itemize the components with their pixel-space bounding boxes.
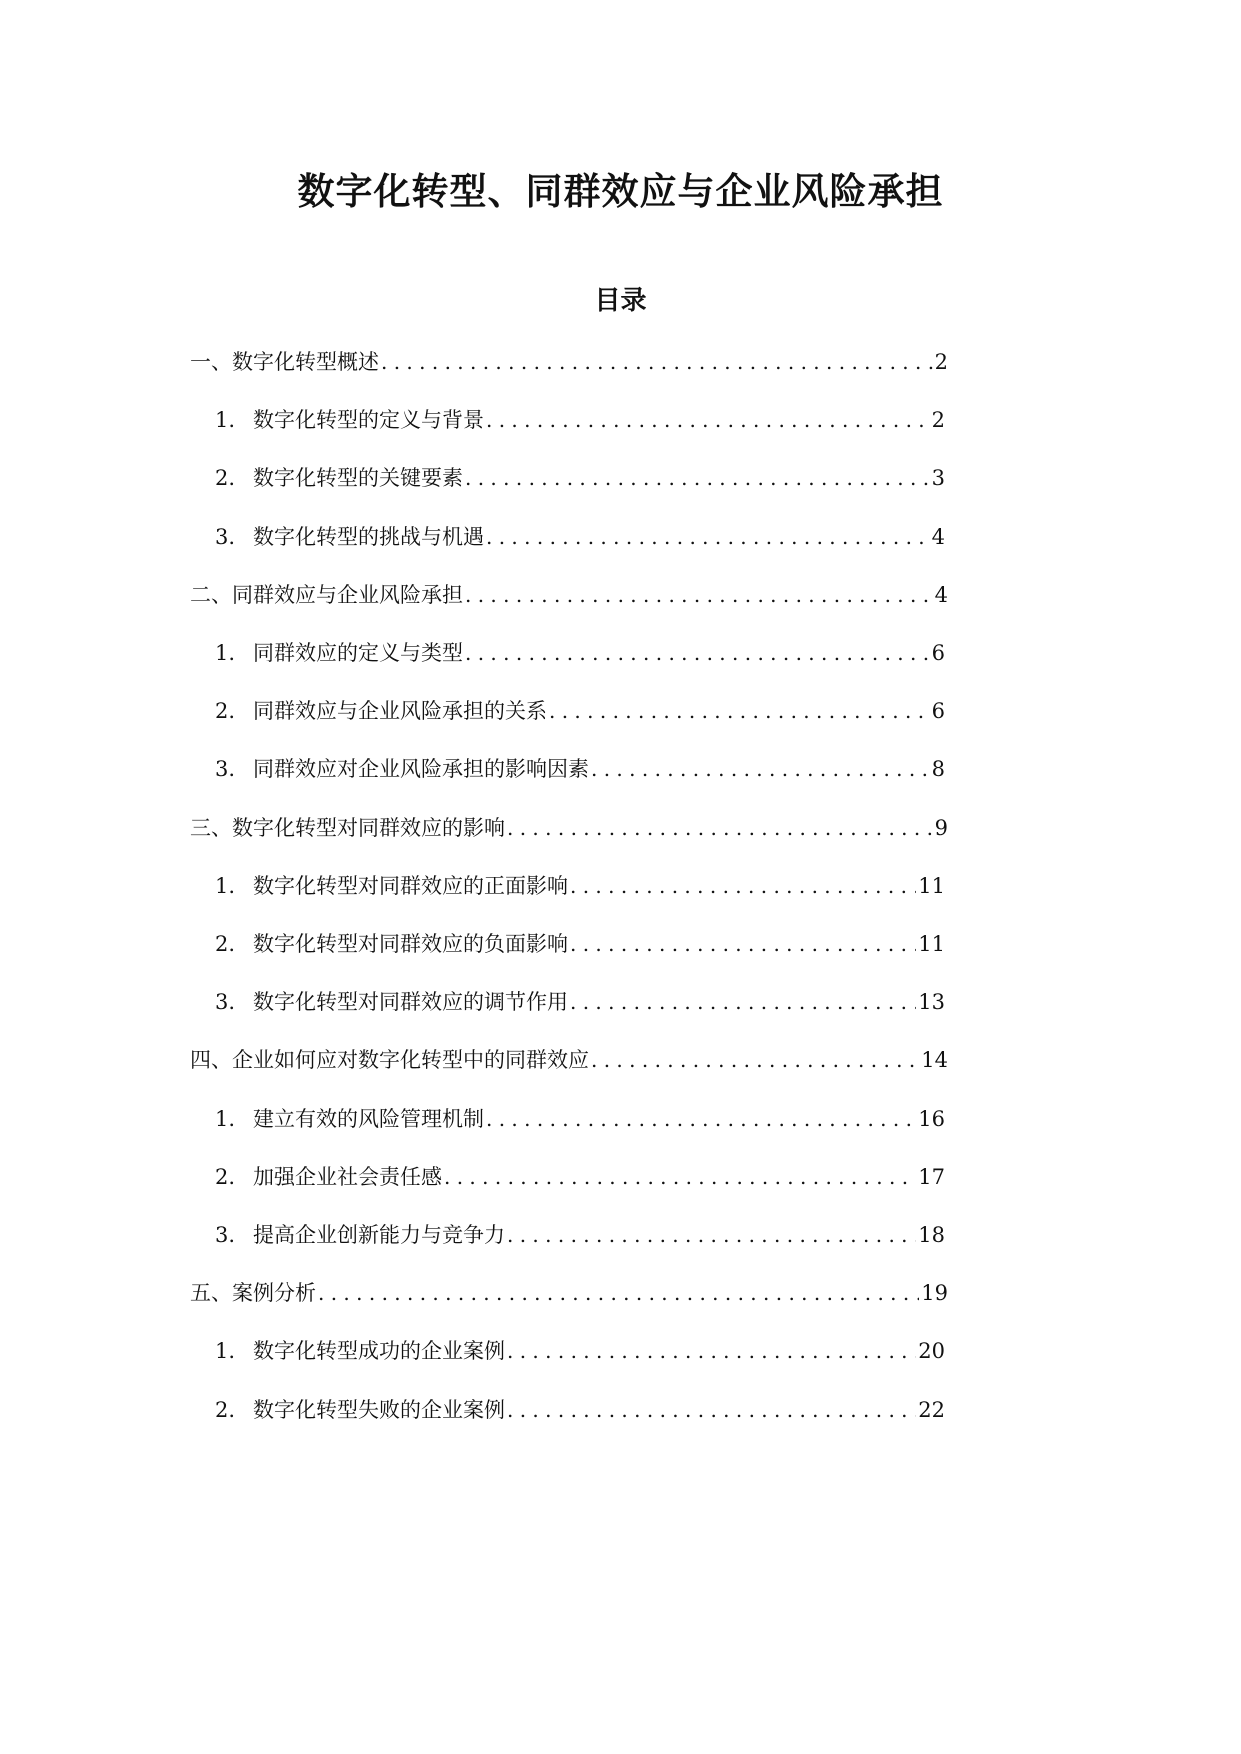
toc-entry-label: 数字化转型对同群效应的调节作用 <box>253 990 568 1014</box>
toc-dot-leader <box>568 987 916 1017</box>
toc-section-entry[interactable] <box>190 347 948 377</box>
toc-page-number: 18 <box>918 1223 945 1247</box>
toc-entry-label: 数字化转型成功的企业案例 <box>253 1339 505 1363</box>
toc-subsection-entry[interactable] <box>215 696 945 726</box>
toc-page-number: 13 <box>918 990 945 1014</box>
toc-page-number: 20 <box>918 1339 945 1363</box>
toc-entry-number: 2. <box>215 932 236 956</box>
toc-entry-number: 2. <box>215 1165 236 1189</box>
toc-subsection-entry[interactable] <box>215 754 945 784</box>
toc-subsection-entry[interactable] <box>215 871 945 901</box>
toc-entry-number: 1. <box>215 408 236 432</box>
toc-page-number: 4 <box>931 525 945 549</box>
toc-subsection-entry[interactable] <box>215 1336 945 1366</box>
toc-entry-label: 同群效应的定义与类型 <box>253 641 463 665</box>
toc-entry-label: 数字化转型对同群效应的正面影响 <box>253 874 568 898</box>
toc-dot-leader <box>568 929 916 959</box>
toc-entry-number: 3. <box>215 757 236 781</box>
toc-entry-number: 2. <box>215 466 236 490</box>
toc-entry-number: 2. <box>215 699 236 723</box>
toc-entry-number: 1. <box>215 1339 236 1363</box>
toc-subsection-entry[interactable] <box>215 1220 945 1250</box>
toc-dot-leader <box>568 871 916 901</box>
toc-subsection-entry[interactable] <box>215 463 945 493</box>
toc-entry-label: 四、企业如何应对数字化转型中的同群效应 <box>190 1048 589 1072</box>
toc-dot-leader <box>484 1104 916 1134</box>
toc-dot-leader <box>463 638 930 668</box>
toc-entry-label: 加强企业社会责任感 <box>253 1165 442 1189</box>
toc-entry-number: 3. <box>215 990 236 1014</box>
toc-subsection-entry[interactable] <box>215 405 945 435</box>
toc-entry-label: 数字化转型失败的企业案例 <box>253 1398 505 1422</box>
toc-dot-leader <box>547 696 930 726</box>
toc-dot-leader <box>589 1045 919 1075</box>
toc-page-number: 6 <box>931 699 945 723</box>
toc-entry-label: 五、案例分析 <box>190 1281 316 1305</box>
toc-section-entry[interactable] <box>190 1045 948 1075</box>
toc-entry-label: 三、数字化转型对同群效应的影响 <box>190 816 505 840</box>
toc-dot-leader <box>505 813 933 843</box>
toc-subsection-entry[interactable] <box>215 522 945 552</box>
toc-dot-leader <box>463 463 930 493</box>
toc-entry-label: 同群效应对企业风险承担的影响因素 <box>253 757 589 781</box>
toc-entry-number: 3. <box>215 1223 236 1247</box>
toc-dot-leader <box>505 1395 916 1425</box>
toc-page-number: 2 <box>931 408 945 432</box>
toc-entry-label: 一、数字化转型概述 <box>190 350 379 374</box>
toc-dot-leader <box>505 1220 916 1250</box>
toc-entry-number: 1. <box>215 641 236 665</box>
toc-dot-leader <box>484 522 930 552</box>
toc-subsection-entry[interactable] <box>215 987 945 1017</box>
toc-section-entry[interactable] <box>190 813 948 843</box>
toc-dot-leader <box>379 347 933 377</box>
toc-page-number: 3 <box>931 466 945 490</box>
toc-dot-leader <box>442 1162 916 1192</box>
toc-entry-label: 数字化转型的定义与背景 <box>253 408 484 432</box>
toc-subsection-entry[interactable] <box>215 1395 945 1425</box>
toc-subsection-entry[interactable] <box>215 929 945 959</box>
toc-subsection-entry[interactable] <box>215 1162 945 1192</box>
toc-page-number: 4 <box>934 583 948 607</box>
toc-subsection-entry[interactable] <box>215 1104 945 1134</box>
toc-entry-label: 数字化转型对同群效应的负面影响 <box>253 932 568 956</box>
toc-entry-number: 1. <box>215 1107 236 1131</box>
toc-page-number: 19 <box>921 1281 948 1305</box>
toc-page-number: 16 <box>918 1107 945 1131</box>
toc-dot-leader <box>316 1278 919 1308</box>
toc-entry-label: 数字化转型的挑战与机遇 <box>253 525 484 549</box>
toc-page-number: 22 <box>918 1398 945 1422</box>
toc-heading: 目录 <box>594 286 647 316</box>
toc-dot-leader <box>463 580 933 610</box>
toc-page-number: 6 <box>931 641 945 665</box>
toc-entry-number: 1. <box>215 874 236 898</box>
toc-entry-number: 2. <box>215 1398 236 1422</box>
toc-dot-leader <box>484 405 930 435</box>
toc-entry-label: 同群效应与企业风险承担的关系 <box>253 699 547 723</box>
toc-page-number: 2 <box>934 350 948 374</box>
toc-subsection-entry[interactable] <box>215 638 945 668</box>
toc-entry-label: 二、同群效应与企业风险承担 <box>190 583 463 607</box>
toc-page-number: 9 <box>934 816 948 840</box>
toc-page-number: 11 <box>918 932 945 956</box>
toc-entry-label: 建立有效的风险管理机制 <box>253 1107 484 1131</box>
toc-dot-leader <box>589 754 930 784</box>
toc-entry-label: 提高企业创新能力与竞争力 <box>253 1223 505 1247</box>
toc-section-entry[interactable] <box>190 1278 948 1308</box>
toc-entry-number: 3. <box>215 525 236 549</box>
toc-section-entry[interactable] <box>190 580 948 610</box>
toc-dot-leader <box>505 1336 916 1366</box>
toc-page-number: 11 <box>918 874 945 898</box>
toc-page-number: 17 <box>918 1165 945 1189</box>
toc-entry-label: 数字化转型的关键要素 <box>253 466 463 490</box>
document-title: 数字化转型、同群效应与企业风险承担 <box>297 169 944 213</box>
toc-page-number: 14 <box>921 1048 948 1072</box>
toc-page-number: 8 <box>931 757 945 781</box>
